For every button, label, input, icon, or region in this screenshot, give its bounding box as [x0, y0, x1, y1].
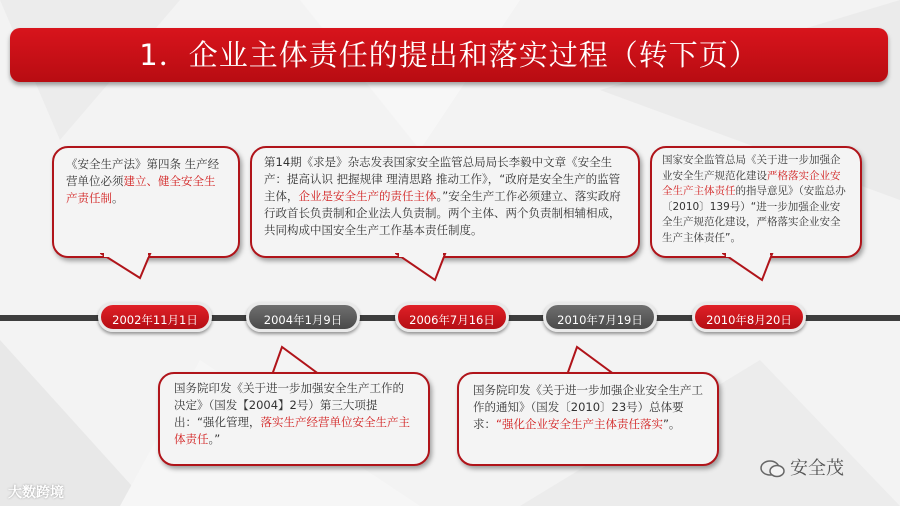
body-text: 国家安全监管总局《关于进一步加强企业安全生产规范化建设	[662, 154, 841, 182]
date-pill: 2006年7月16日	[395, 302, 509, 332]
body-text: 第14期《求是》杂志发表国家安全监管总局局长李毅中文章《安全生产：提高认识 把握规律 理清思路 推动工作》，“政府是安全生产的监管主体，	[264, 155, 621, 203]
body-text: ”。	[662, 417, 681, 431]
event-text	[66, 157, 219, 205]
body-text: 国务院印发《关于进一步加强企业安全生产工作的通知》（国发〔2010〕23号）总体要求：	[473, 383, 703, 431]
highlight-text: “强化企业安全生产主体责任落实	[496, 417, 663, 431]
highlight-text: 企业是安全生产的责任主体	[298, 189, 437, 203]
watermark-left: 大数跨境	[8, 485, 64, 501]
event-bubble-2004	[158, 372, 430, 466]
event-bubble-2010-08	[650, 146, 862, 258]
body-text: 。	[112, 191, 124, 205]
date-pill: 2004年1月9日	[246, 302, 360, 332]
body-text: 。”安全生产工作必须建立、落实政府行政首长负责制和企业法人负责制。两个主体、两个负责制相辅相成，共同构成中国安全生产工作基本责任制度。	[264, 189, 621, 237]
bubble-tail	[722, 252, 782, 284]
watermark-right: 安全茂	[760, 454, 844, 480]
date-pill: 2002年11月1日	[98, 302, 212, 332]
event-text	[264, 155, 621, 237]
wechat-icon	[760, 459, 786, 479]
page-title: 1．企业主体责任的提出和落实过程（转下页）	[10, 28, 888, 82]
event-text	[174, 381, 410, 446]
date-pill: 2010年8月20日	[692, 302, 806, 332]
event-bubble-2010-07	[457, 372, 719, 466]
body-text: 。”	[208, 432, 221, 446]
bubble-tail	[395, 252, 455, 284]
event-text	[662, 154, 846, 244]
body-text: 《安全生产法》第四条 生产经营单位必须	[66, 157, 220, 188]
body-text: 的指导意见》（安监总办〔2010〕139号）“进一步加强企业安全生产规范化建设，严格落实企业安全生产主体责任”。	[662, 185, 846, 244]
highlight-text: 建立、健全安全生产责任制	[66, 174, 216, 205]
highlight-text: 严格落实企业安全生产主体责任	[662, 169, 841, 197]
bubble-tail	[100, 252, 160, 282]
highlight-text: 落实生产经营单位安全生产主体责任	[174, 415, 410, 446]
date-pill: 2010年7月19日	[543, 302, 657, 332]
body-text: 国务院印发《关于进一步加强安全生产工作的决定》（国发【2004】2号）第三大项提出：“强化管理，	[174, 381, 404, 429]
event-bubble-2002	[52, 146, 240, 258]
event-text	[473, 383, 703, 431]
event-bubble-2006	[250, 146, 640, 258]
